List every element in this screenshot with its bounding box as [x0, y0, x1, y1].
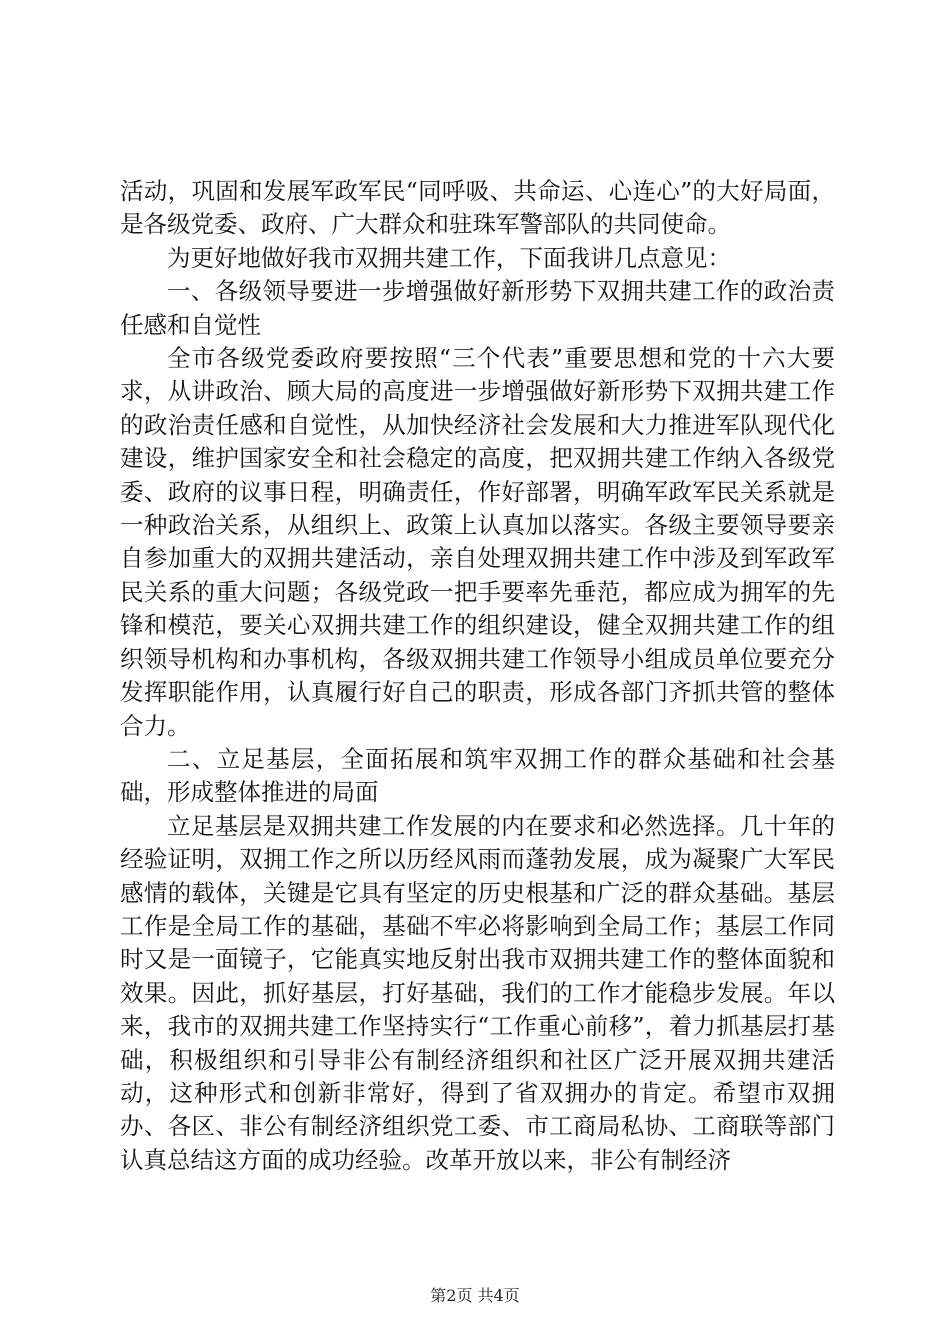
paragraph-2: 为更好地做好我市双拥共建工作，下面我讲几点意见： — [167, 243, 731, 272]
section-heading-1: 一、各级领导要进一步增强做好新形势下双拥共建工作的政治责任感和自觉性 — [120, 277, 835, 339]
paragraph-3: 全市各级党委政府要按照“三个代表”重要思想和党的十六大要求，从讲政治、顾大局的高度进一步增强做好新形势下双拥共建工作的政治责任感和自觉性，从加快经济社会发展和大力推进军队现代化建设，维护国家安全和社会稳定的高度，把双拥共建工作纳入各级党委、政府的议事日程，明确责任，作好部署，明确军政军民关系就是一种政治关系，从组织上、政策上认真加以落实。各级主要领导要亲自参加重大的双拥共建活动，亲自处理双拥共建工作中涉及到军政军民关系的重大问题；各级党政一把手要率先垂范，都应成为拥军的先锋和模范，要关心双拥共建工作的组织建设，健全双拥共建工作的组织领导机构和办事机构，各级双拥共建工作领导小组成员单位要充分发挥职能作用，认真履行好自己的职责，形成各部门齐抓共管的整体合力。 — [120, 344, 835, 740]
document-body — [120, 175, 835, 1177]
paragraph-4: 立足基层是双拥共建工作发展的内在要求和必然选择。几十年的经验证明，双拥工作之所以历经风雨而蓬勃发展，成为凝聚广大军民感情的载体，关键是它具有坚定的历史根基和广泛的群众基础。基层工作是全局工作的基础，基础不牢必将影响到全局工作；基层工作同时又是一面镜子，它能真实地反射出我市双拥共建工作的整体面貌和效果。因此，抓好基层，打好基础，我们的工作才能稳步发展。年以来，我市的双拥共建工作坚持实行“工作重心前移”，着力抓基层打基础，积极组织和引导非公有制经济组织和社区广泛开展双拥共建活动，这种形式和创新非常好，得到了省双拥办的肯定。希望市双拥办、各区、非公有制经济组织党工委、市工商局私协、工商联等部门认真总结这方面的成功经验。改革开放以来，非公有制经济 — [120, 811, 835, 1174]
paragraph-1: 活动，巩固和发展军政军民“同呼吸、共命运、心连心”的大好局面，是各级党委、政府、广大群众和驻珠军警部队的共同使命。 — [120, 177, 835, 239]
page-number-footer: 第2页 共4页 — [430, 1286, 520, 1305]
section-heading-2: 二、立足基层，全面拓展和筑牢双拥工作的群众基础和社会基础，形成整体推进的局面 — [120, 744, 835, 807]
